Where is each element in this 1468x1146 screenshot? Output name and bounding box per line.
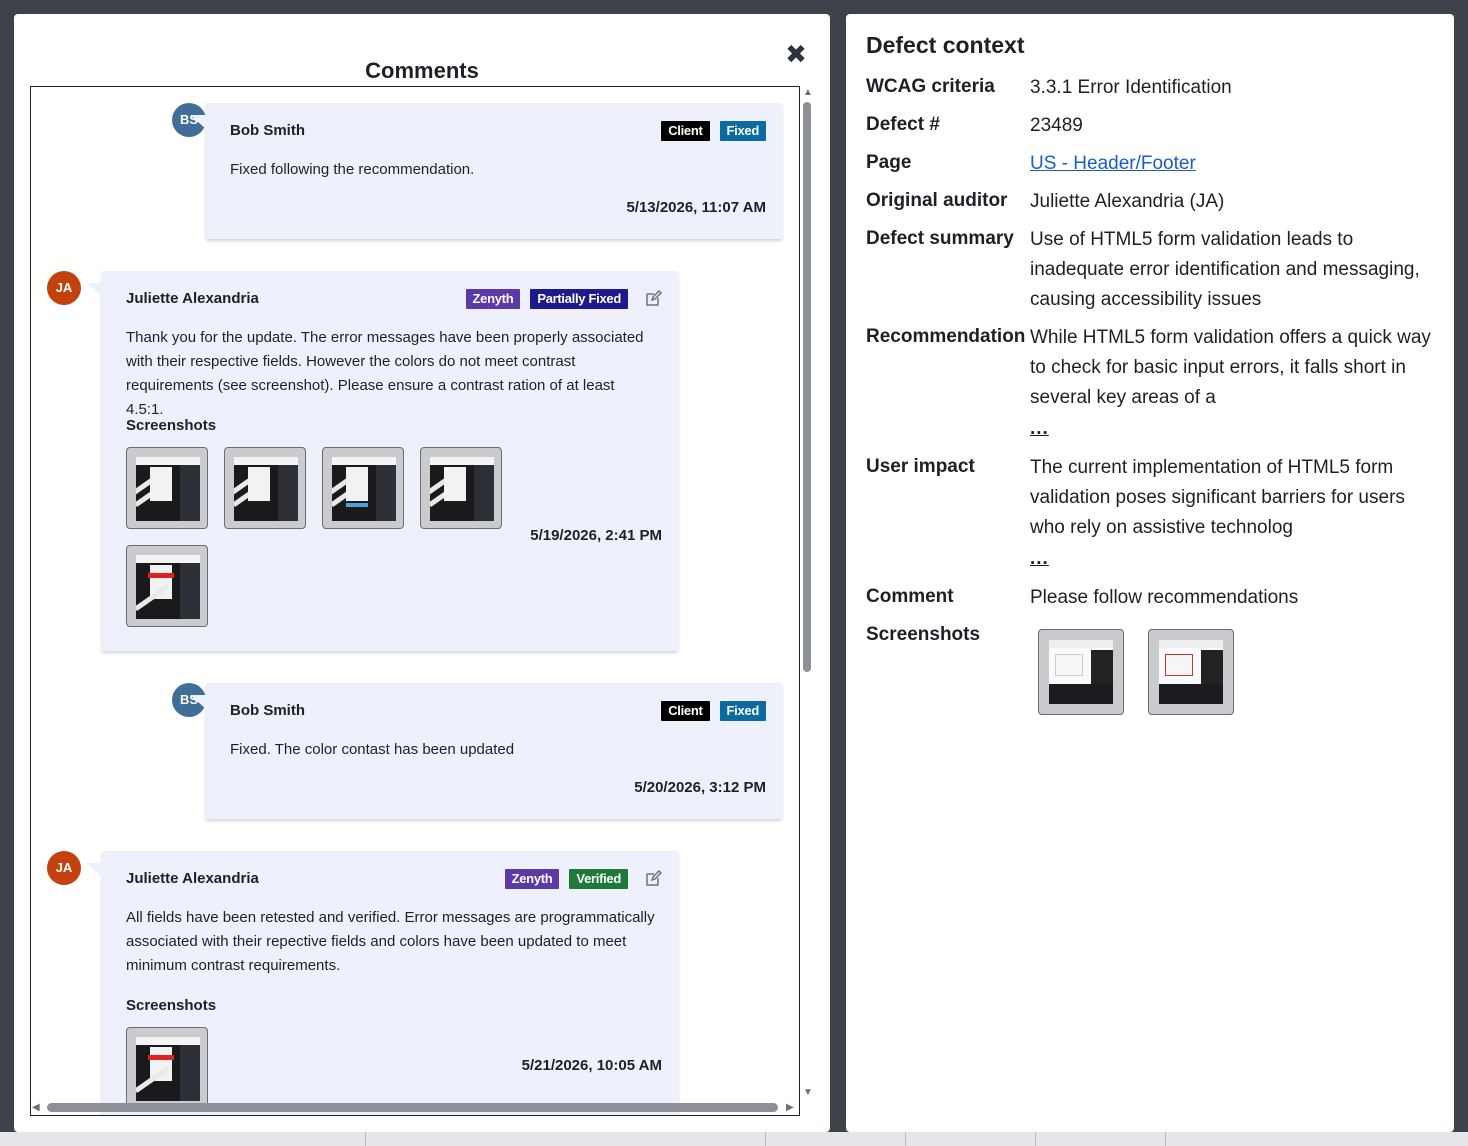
screenshot-thumbnail[interactable] (126, 1027, 208, 1109)
comment-bubble (102, 271, 678, 651)
screenshot-thumbnail[interactable] (126, 545, 208, 627)
comment-text: Fixed following the recommendation. (230, 161, 475, 178)
role-badge: Client (661, 701, 709, 721)
screenshot-thumbnail[interactable] (322, 447, 404, 529)
role-badge: Zenyth (505, 869, 560, 889)
avatar: BS (172, 103, 206, 137)
screenshots-label: Screenshots (126, 417, 217, 434)
screenshot-thumbnail[interactable] (126, 447, 208, 529)
comment-timestamp: 5/20/2026, 3:12 PM (634, 779, 766, 796)
scroll-right-icon[interactable]: ▶ (786, 1102, 794, 1113)
status-badge: Fixed (720, 701, 766, 721)
comment-text: Thank you for the update. The error messages have been properly associated with their respective fields. However the colors do not meet contrast requirements (see screenshot). Please ensure a contrast ration of at least 4.5:1. (126, 329, 644, 418)
page-link[interactable]: US - Header/Footer (1030, 153, 1196, 174)
comment-item (31, 87, 799, 247)
comment-bubble (102, 851, 678, 1116)
defect-context-panel (846, 14, 1454, 1132)
comment-label: Comment (866, 586, 954, 607)
role-badge: Zenyth (466, 289, 521, 309)
role-badge: Client (661, 121, 709, 141)
user-impact-expand-link[interactable]: ... (1030, 548, 1049, 569)
comment-item (31, 683, 799, 843)
comments-modal (14, 14, 830, 1132)
edit-icon[interactable] (644, 290, 662, 308)
user-impact-label: User impact (866, 456, 975, 477)
scroll-down-icon[interactable]: ▼ (803, 1087, 813, 1098)
horizontal-scrollbar[interactable] (30, 1100, 800, 1116)
status-badge: Verified (569, 869, 628, 889)
screenshots-label: Screenshots (866, 624, 981, 645)
recommendation-value: While HTML5 form validation offers a quick way to check for basic input errors, it falls short in several key areas of a (1030, 327, 1431, 408)
comment-timestamp: 5/21/2026, 10:05 AM (521, 1057, 662, 1074)
defect-number-value: 23489 (1030, 115, 1083, 136)
comment-text: Fixed. The color contast has been updated (230, 741, 515, 758)
defect-number-label: Defect # (866, 114, 940, 135)
screenshot-thumbnail[interactable] (420, 447, 502, 529)
comment-author: Bob Smith (230, 702, 305, 719)
comment-timestamp: 5/13/2026, 11:07 AM (626, 199, 766, 216)
comment-author: Bob Smith (230, 122, 305, 139)
screenshots-label: Screenshots (126, 997, 217, 1014)
comment-value: Please follow recommendations (1030, 587, 1299, 608)
comment-text: All fields have been retested and verified. Error messages are programmatically associated with their repective fields and colors have been updated to meet minimum contrast requirements. (126, 909, 655, 974)
auditor-value: Juliette Alexandria (JA) (1030, 191, 1225, 212)
screenshot-thumbnail[interactable] (1038, 629, 1124, 715)
wcag-label: WCAG criteria (866, 76, 995, 97)
vertical-scrollbar[interactable] (800, 86, 816, 1116)
comment-item (31, 271, 799, 661)
status-badge: Fixed (720, 121, 766, 141)
scrollbar-thumb[interactable] (803, 102, 811, 672)
wcag-value: 3.3.1 Error Identification (1030, 77, 1232, 98)
comments-scroll-area[interactable] (30, 86, 800, 1116)
recommendation-expand-link[interactable]: ... (1030, 418, 1049, 439)
panel-title: Defect context (866, 32, 1025, 58)
edit-icon[interactable] (644, 870, 662, 888)
scroll-left-icon[interactable]: ◀ (32, 1102, 40, 1113)
page-label: Page (866, 152, 912, 173)
comment-author: Juliette Alexandria (126, 870, 259, 887)
comment-item (31, 851, 799, 1116)
comment-author: Juliette Alexandria (126, 290, 259, 307)
comment-bubble (206, 103, 782, 239)
summary-value: Use of HTML5 form validation leads to inadequate error identification and messaging, causing accessibility issues (1030, 229, 1420, 310)
summary-label: Defect summary (866, 228, 1014, 249)
user-impact-value: The current implementation of HTML5 form validation poses significant barriers for users who rely on assistive technolog (1030, 457, 1405, 538)
screenshot-thumbnail[interactable] (1148, 629, 1234, 715)
scroll-up-icon[interactable]: ▲ (803, 87, 813, 98)
scrollbar-thumb[interactable] (47, 1103, 778, 1112)
screenshot-thumbnail[interactable] (224, 447, 306, 529)
avatar: JA (47, 851, 81, 885)
modal-title: Comments (365, 58, 479, 83)
avatar: JA (47, 271, 81, 305)
avatar: BS (172, 683, 206, 717)
auditor-label: Original auditor (866, 190, 1008, 211)
comment-bubble (206, 683, 782, 819)
recommendation-label: Recommendation (866, 326, 1026, 347)
close-icon[interactable]: ✖ (785, 39, 807, 69)
comment-timestamp: 5/19/2026, 2:41 PM (530, 527, 662, 544)
status-badge: Partially Fixed (530, 289, 628, 309)
background-footer (0, 1132, 1468, 1146)
